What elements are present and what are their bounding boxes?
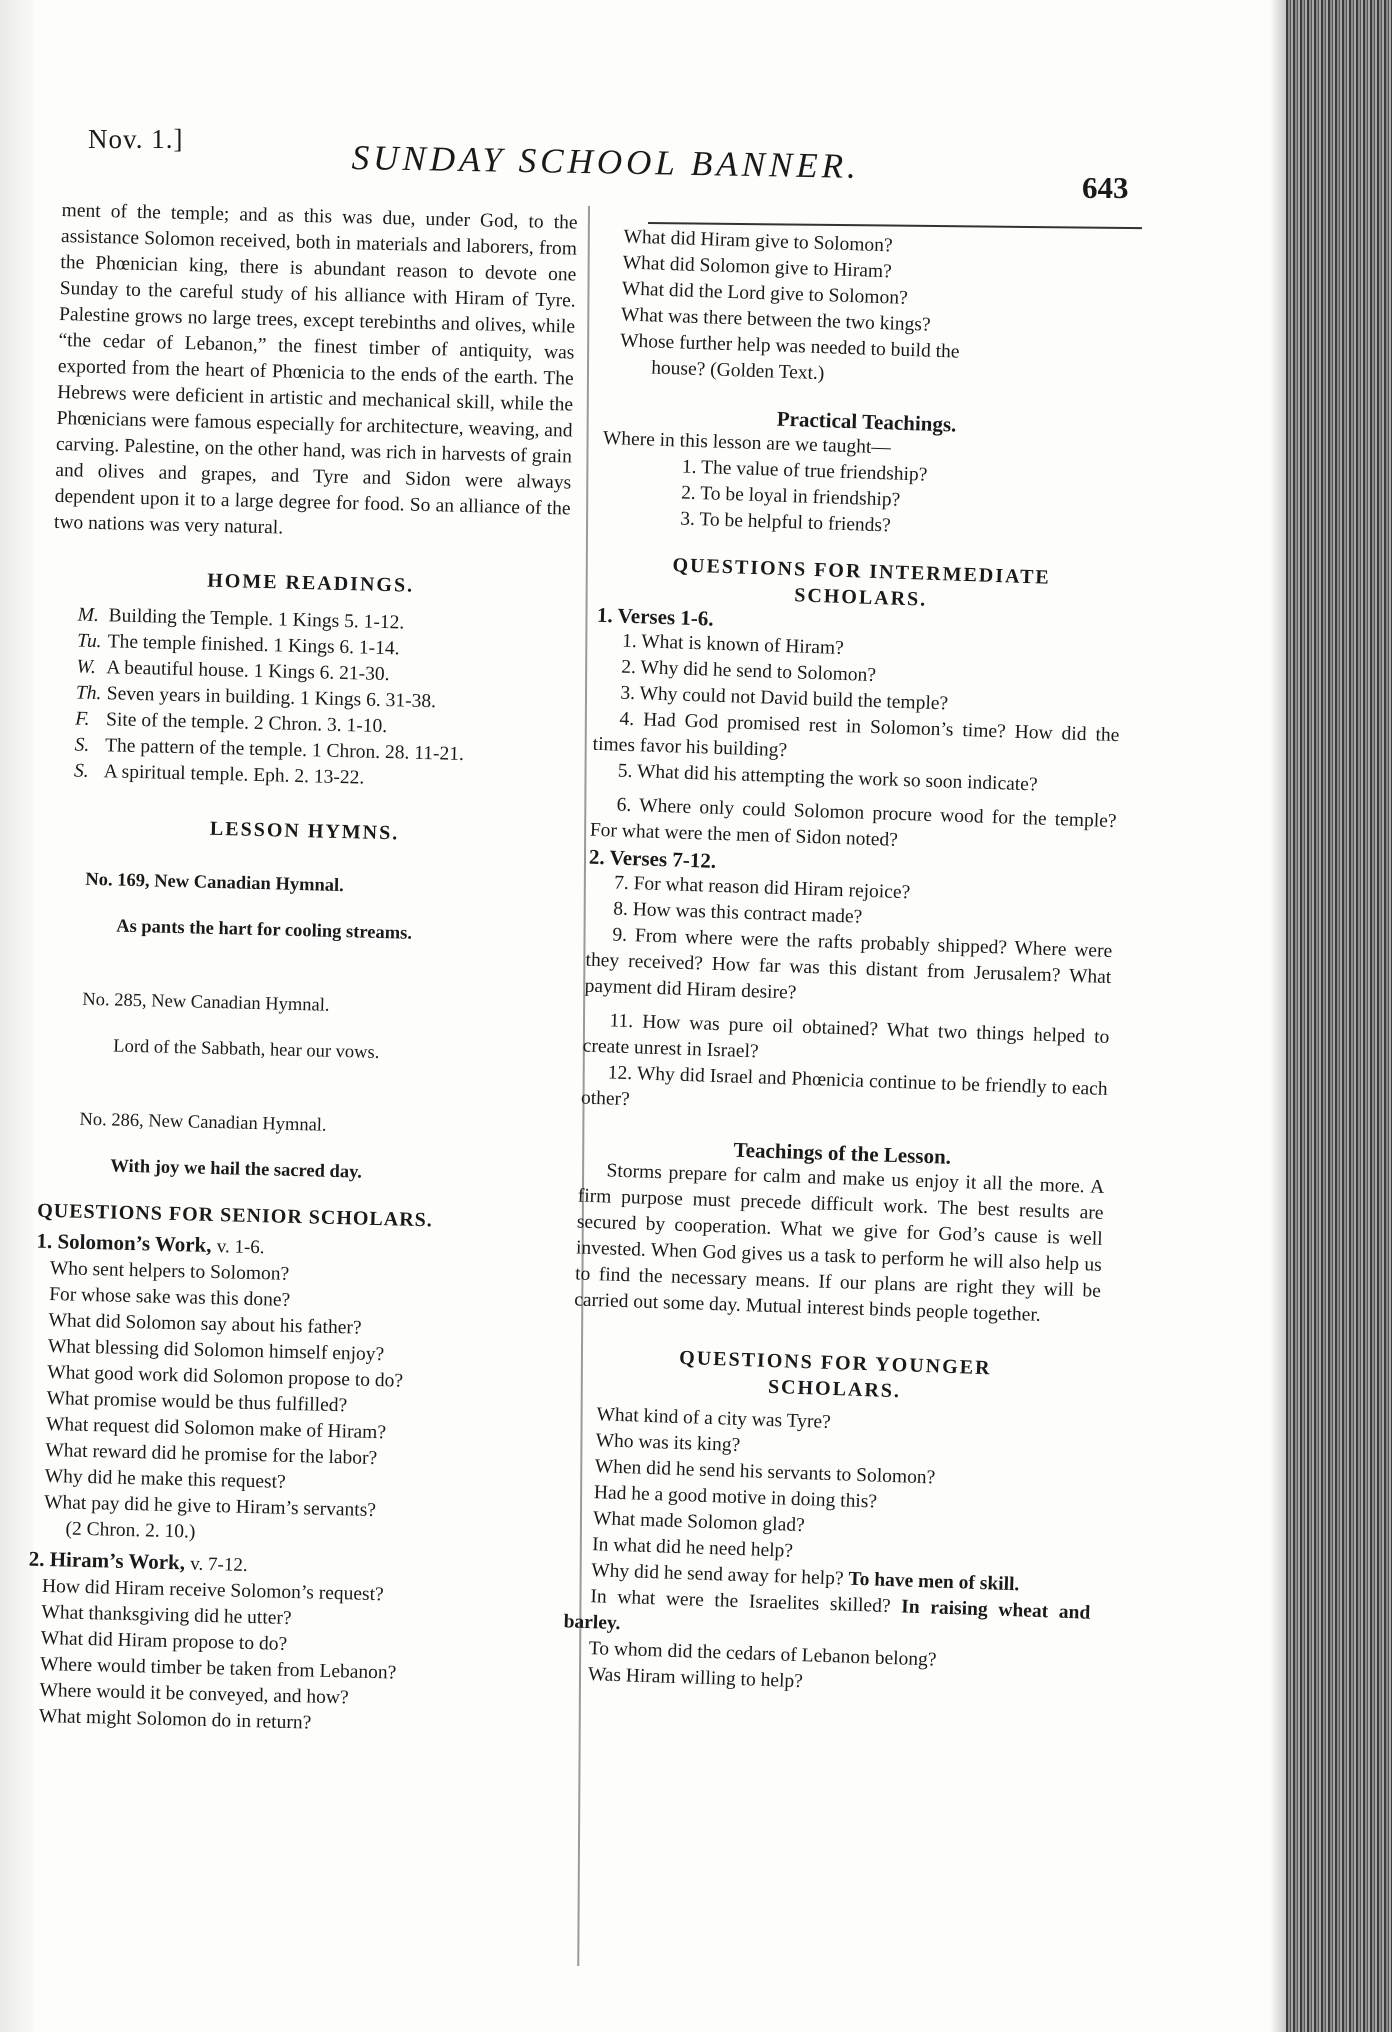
question: 4. Had God promised rest in Solomon’s time? How did the times favor his building? xyxy=(592,708,1120,762)
right-column xyxy=(561,224,1135,1705)
reading-item: S. The pattern of the temple. 1 Chron. 28. 11-21. xyxy=(74,734,465,765)
question: Had he a good motive in doing this? xyxy=(593,1482,878,1513)
practical-intro: Where in this lesson are we taught— xyxy=(602,427,892,459)
question-reference: (2 Chron. 2. 10.) xyxy=(65,1518,196,1543)
question-continuation: house? (Golden Text.) xyxy=(650,357,825,385)
question: 7. For what reason did Hiram rejoice? xyxy=(613,872,911,904)
hymn-first-line: Lord of the Sabbath, hear our vows. xyxy=(113,1036,380,1064)
hymn-first-line: With joy we hail the sacred day. xyxy=(110,1156,363,1183)
teachings-paragraph: Storms prepare for calm and make us enjoy it all the more. A firm purpose must precede difficult work. The best results are secured by cooperation. What we give for God’s cause is well invested. When God gives us a task to perform he will also help us to find the necessary means. If our plans are right they will be carried out some day. Mutual interest binds people together. xyxy=(573,1160,1105,1326)
question: What pay did he give to Hiram’s servants? xyxy=(43,1491,377,1522)
question: 8. How was this contract made? xyxy=(612,898,863,928)
intro-paragraph: ment of the temple; and as this was due, under God, to the assistance Solomon received, both in materials and laborers, from the Phœnician king, there is abundant reason to devote one Sunday to the careful study of his alliance with Hiram of Tyre. Palestine grows no large trees, except terebinths and olives, while “the cedar of Lebanon,” the finest timber of antiquity, was exported from the heart of Phœnicia to the ends of the earth. The Hebrews were deficient in artistic and mechanical skill, while the Phœnicians were famous especially for architecture, weaving, and carving. Palestine, on the other hand, was rich in harvests of grain and olives and grapes, and Tyre and Sidon were always dependent upon it to a large degree for food. So an alliance of the two nations was very natural. xyxy=(53,199,578,539)
reading-item: W. A beautiful house. 1 Kings 6. 21-30. xyxy=(76,656,390,686)
section-heading: 1. Solomon’s Work, v. 1-6. xyxy=(36,1228,265,1259)
teaching-item: 3. To be helpful to friends? xyxy=(679,508,892,537)
younger-heading-2: SCHOLARS. xyxy=(767,1375,902,1403)
question: 2. Why did he send to Solomon? xyxy=(620,656,877,687)
question: What promise would be thus fulfilled? xyxy=(46,1387,348,1417)
question: To whom did the cedars of Lebanon belong? xyxy=(588,1638,937,1671)
question-with-answer: In what were the Israelites skilled? In raising wheat and barley. xyxy=(563,1586,1091,1635)
younger-heading: QUESTIONS FOR YOUNGER xyxy=(678,1346,992,1380)
reading-item: Tu. The temple finished. 1 Kings 6. 1-14. xyxy=(76,630,400,660)
question: What request did Solomon make of Hiram? xyxy=(45,1413,387,1444)
teaching-item: 2. To be loyal in friendship? xyxy=(680,482,901,511)
question: What good work did Solomon propose to do? xyxy=(47,1361,404,1392)
question: 5. What did his attempting the work so soon indicate? xyxy=(617,760,1038,796)
teachings-heading: Teachings of the Lesson. xyxy=(733,1137,952,1169)
question: Whose further help was needed to build the xyxy=(619,330,960,363)
intermediate-heading-2: SCHOLARS. xyxy=(793,584,928,611)
home-readings-list xyxy=(48,602,568,797)
question: How did Hiram receive Solomon’s request? xyxy=(41,1575,384,1606)
lesson-hymns-heading: LESSON HYMNS. xyxy=(209,817,400,845)
question: What did the Lord give to Solomon? xyxy=(621,278,908,309)
practical-teachings-heading: Practical Teachings. xyxy=(776,406,957,437)
question: 1. What is known of Hiram? xyxy=(621,630,845,659)
question: Was Hiram willing to help? xyxy=(587,1664,804,1693)
reading-item: F. Site of the temple. 2 Chron. 3. 1-10. xyxy=(75,708,388,738)
page-number: 643 xyxy=(1082,170,1129,205)
question: 11. How was pure oil obtained? What two things helped to create unrest in Israel? xyxy=(582,1010,1110,1063)
section-heading: 2. Hiram’s Work, v. 7-12. xyxy=(28,1546,248,1576)
question: Who was its king? xyxy=(595,1430,741,1456)
question: Why did he make this request? xyxy=(44,1465,286,1493)
question: What reward did he promise for the labor? xyxy=(45,1439,378,1470)
hymn-first-line: As pants the hart for cooling streams. xyxy=(115,916,413,944)
senior-questions-heading: QUESTIONS FOR SENIOR SCHOLARS. xyxy=(36,1199,434,1232)
teaching-item: 1. The value of true friendship? xyxy=(681,456,928,486)
header-date: Nov. 1.] xyxy=(88,124,184,154)
question: What thanksgiving did he utter? xyxy=(41,1601,292,1630)
question-with-answer: Why did he send away for help? To have men of skill. xyxy=(590,1560,1020,1596)
reading-item: S. A spiritual temple. Eph. 2. 13-22. xyxy=(73,760,365,789)
question: What did Solomon say about his father? xyxy=(48,1310,362,1339)
question: What did Hiram give to Solomon? xyxy=(623,226,893,257)
section-heading: 1. Verses 1-6. xyxy=(596,602,715,631)
section-heading: 2. Verses 7-12. xyxy=(588,844,717,873)
question: For whose sake was this done? xyxy=(48,1284,291,1311)
hymn-number: No. 169, New Canadian Hymnal. xyxy=(85,869,345,897)
home-readings-heading: HOME READINGS. xyxy=(206,569,415,597)
question: 12. Why did Israel and Phœnicia continue to be friendly to each other? xyxy=(580,1062,1108,1111)
question: 9. From where were the rafts probably shipped? Where were they received? How far was this distant from Jerusalem? What payment did Hiram desire? xyxy=(584,924,1113,1004)
question: 6. Where only could Solomon procure wood for the temple? For what were the men of Sidon noted? xyxy=(589,794,1117,851)
running-title: SUNDAY SCHOOL BANNER. xyxy=(351,138,861,186)
answer: To have men of skill. xyxy=(848,1568,1020,1596)
question: What did Hiram propose to do? xyxy=(40,1627,288,1655)
left-column xyxy=(25,198,578,1742)
question: What made Solomon glad? xyxy=(592,1508,806,1537)
reading-item: Th. Seven years in building. 1 Kings 6. 31-38. xyxy=(75,682,437,713)
book-page-edges xyxy=(1286,0,1392,2032)
question: What might Solomon do in return? xyxy=(38,1705,312,1734)
question: 3. Why could not David build the temple? xyxy=(620,682,949,715)
question: Where would timber be taken from Lebanon? xyxy=(39,1653,397,1684)
question: When did he send his servants to Solomon? xyxy=(594,1456,936,1489)
reading-item: M. Building the Temple. 1 Kings 5. 1-12. xyxy=(77,604,405,634)
hymn-number: No. 286, New Canadian Hymnal. xyxy=(79,1109,327,1136)
answer: In raising wheat and barley. xyxy=(563,1596,1091,1635)
question: In what did he need help? xyxy=(591,1534,794,1562)
question: What did Solomon give to Hiram? xyxy=(622,252,893,283)
hymn-number: No. 285, New Canadian Hymnal. xyxy=(82,989,330,1016)
question: What blessing did Solomon himself enjoy? xyxy=(47,1336,385,1366)
question: Who sent helpers to Solomon? xyxy=(49,1258,290,1285)
question: Where would it be conveyed, and how? xyxy=(39,1679,349,1709)
intermediate-heading: QUESTIONS FOR INTERMEDIATE xyxy=(672,554,1052,589)
question: What was there between the two kings? xyxy=(620,304,931,336)
question: What kind of a city was Tyre? xyxy=(596,1404,832,1433)
